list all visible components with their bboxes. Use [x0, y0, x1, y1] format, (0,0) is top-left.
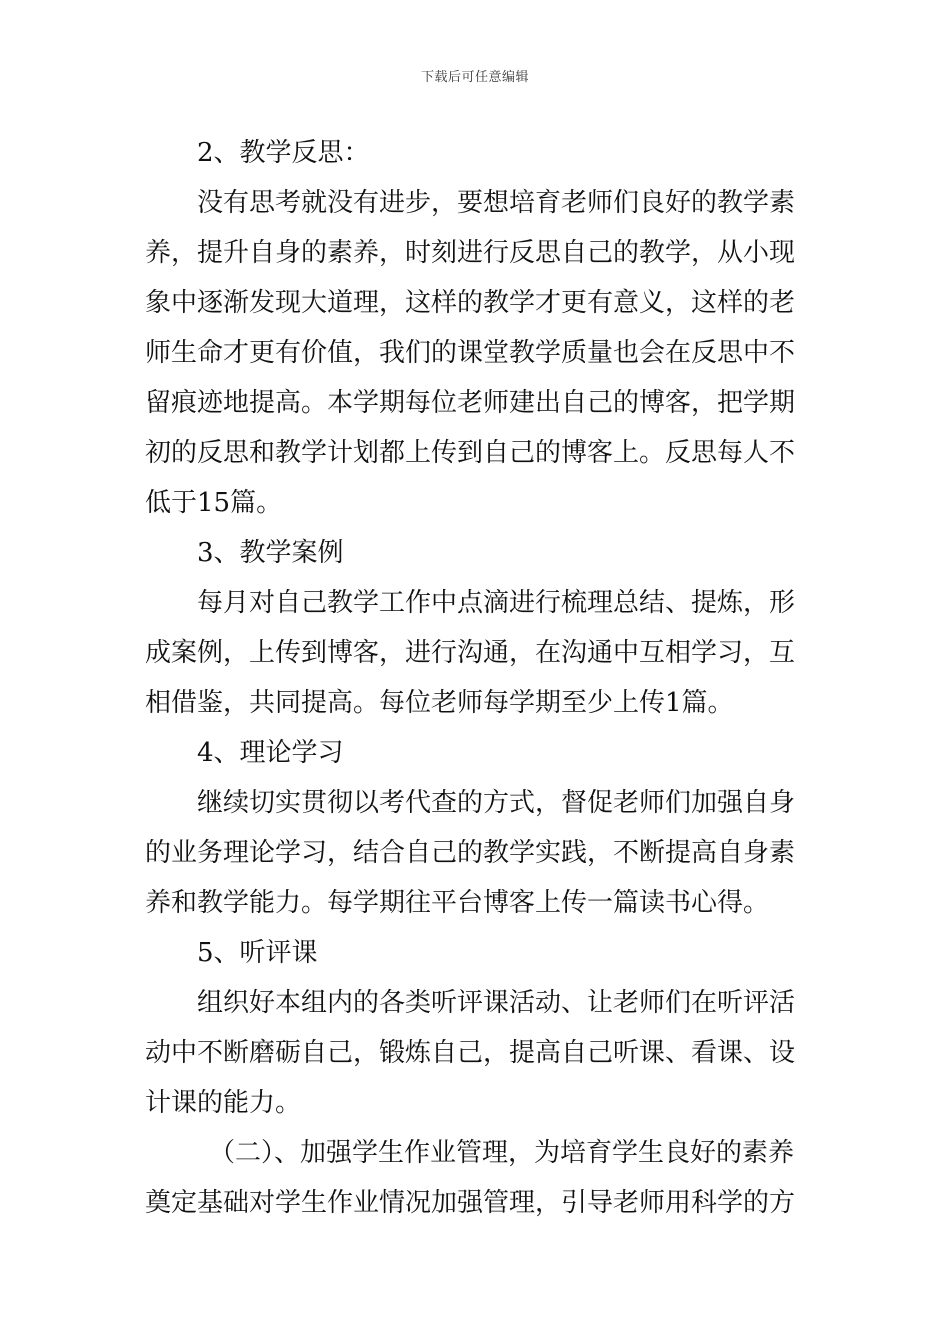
- paragraph-line: 继续切实贯彻以考代查的方式，督促老师们加强自身: [197, 788, 796, 818]
- paragraph-line: 初的反思和教学计划都上传到自己的博客上。反思每人不: [145, 438, 796, 468]
- paragraph-line: 每月对自己教学工作中点滴进行梳理总结、提炼，形: [197, 588, 796, 618]
- paragraph-line: 成案例，上传到博客，进行沟通，在沟通中互相学习，互: [145, 638, 796, 668]
- page-header: 下载后可任意编辑: [420, 70, 529, 85]
- section-heading-cases: 3、教学案例: [197, 538, 344, 568]
- section-heading-reflection: 2、教学反思：: [197, 138, 370, 168]
- paragraph-line: 的业务理论学习，结合自己的教学实践，不断提高自身素: [145, 838, 796, 868]
- paragraph-line: 留痕迹地提高。本学期每位老师建出自己的博客，把学期: [145, 388, 796, 418]
- paragraph-line: 组织好本组内的各类听评课活动、让老师们在听评活: [197, 988, 796, 1018]
- paragraph-line: 低于15篇。: [145, 488, 283, 518]
- paragraph-line: 计课的能力。: [145, 1088, 302, 1118]
- paragraph-line: 相借鉴，共同提高。每位老师每学期至少上传1篇。: [145, 688, 734, 718]
- section-heading-theory: 4、理论学习: [197, 738, 344, 768]
- section-heading-homework: （二）、加强学生作业管理，为培育学生良好的素养: [209, 1138, 795, 1168]
- paragraph-line: 没有思考就没有进步，要想培育老师们良好的教学素: [197, 188, 796, 218]
- paragraph-line: 象中逐渐发现大道理，这样的教学才更有意义，这样的老: [145, 288, 796, 318]
- paragraph-line: 师生命才更有价值，我们的课堂教学质量也会在反思中不: [145, 338, 796, 368]
- paragraph-line: 奠定基础对学生作业情况加强管理，引导老师用科学的方: [145, 1188, 796, 1218]
- section-heading-lessons: 5、听评课: [197, 938, 318, 968]
- paragraph-line: 养，提升自身的素养，时刻进行反思自己的教学，从小现: [145, 238, 796, 268]
- paragraph-line: 养和教学能力。每学期往平台博客上传一篇读书心得。: [145, 888, 770, 918]
- paragraph-line: 动中不断磨砺自己，锻炼自己，提高自己听课、看课、设: [145, 1038, 796, 1068]
- document-body: [145, 128, 810, 1228]
